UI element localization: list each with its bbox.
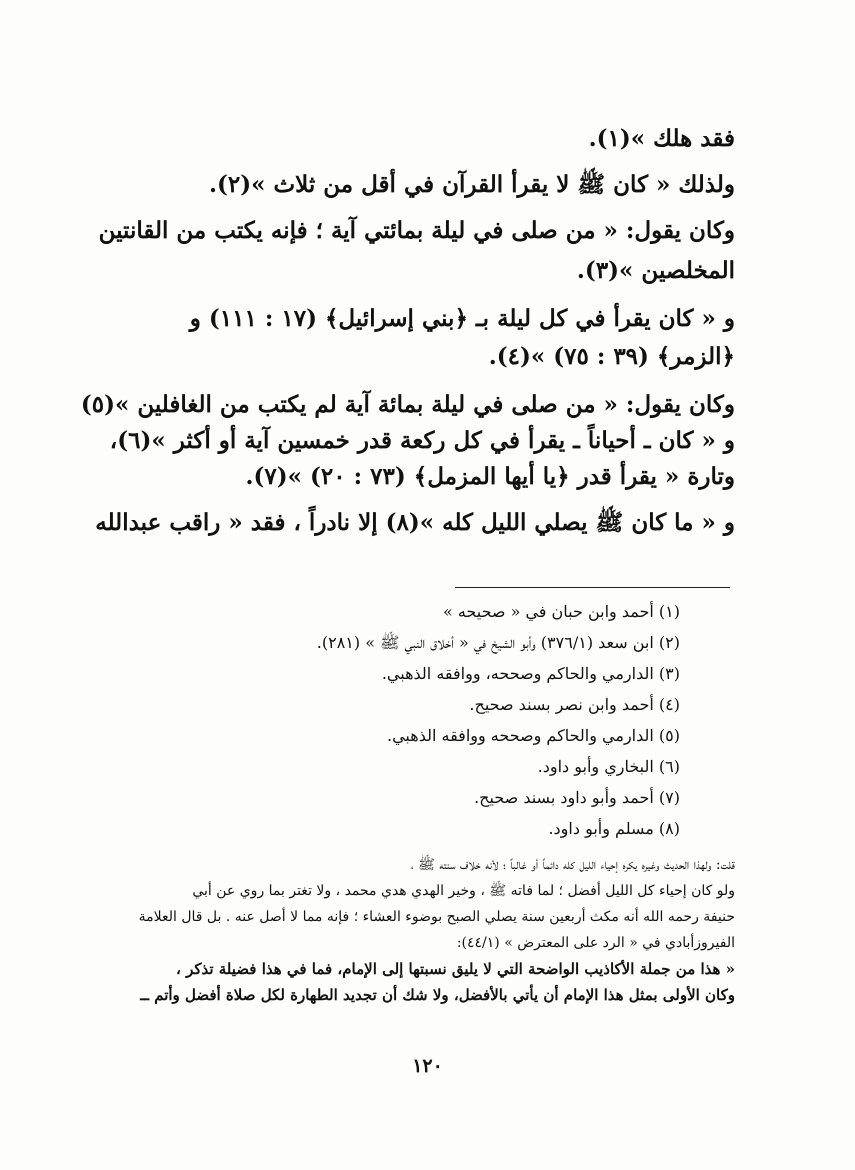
comment-line: ولو كان إحياء كل الليل أفضل ؛ لما فاته ﷺ ، وخير الهدي هدي محمد ، ولا تغتر بما روي عن أبي bbox=[192, 883, 735, 899]
comment-line: « هذا من جملة الأكاذيب الواضحة التي لا يليق نسبتها إلى الإمام، فما في هذا فضيلة تذكر ، bbox=[176, 960, 735, 978]
text-line: ولذلك « كان ﷺ لا يقرأ القرآن في أقل من ثلاث »(٢). bbox=[209, 171, 735, 198]
footnote: (٦) البخاري وأبو داود. bbox=[537, 757, 680, 776]
comment-line: وكان الأولى بمثل هذا الإمام أن يأتي بالأفضل، ولا شك أن تجديد الطهارة لكل صلاة أفضل وأتم ــ bbox=[140, 986, 735, 1004]
comment-line: قلت: ولهذا الحديث وغيره يكره إحياء الليل كله دائماً أو غالباً ؛ لأنه خلاف سنته ﷺ ، bbox=[410, 857, 735, 873]
text-line: فقد هلك »(١). bbox=[588, 125, 735, 152]
footnote: (٨) مسلم وأبو داود. bbox=[548, 819, 680, 838]
text-line: وكان يقول: « من صلى في ليلة بمائتي آية ؛ فإنه يكتب من القانتين bbox=[98, 217, 735, 244]
main-text bbox=[80, 124, 735, 538]
editor-comment bbox=[125, 852, 735, 1008]
footnote-divider bbox=[455, 587, 730, 588]
text-line: و « ما كان ﷺ يصلي الليل كله »(٨) إلا نادراً ، فقد « راقب عبدالله bbox=[95, 509, 735, 536]
text-line: و « كان ـ أحياناً ـ يقرأ في كل ركعة قدر خمسين آية أو أكثر »(٦)، bbox=[109, 427, 735, 454]
text-line: ﴿الزمر﴾ (٣٩ : ٧٥) »(٤). bbox=[488, 343, 735, 370]
footnote: (٥) الدارمي والحاكم وصححه ووافقه الذهبي. bbox=[387, 726, 680, 745]
comment-line: الفيروزأبادي في « الرد على المعترض » (٤٤/١): bbox=[456, 935, 735, 951]
text-line: وتارة « يقرأ قدر ﴿يا أيها المزمل﴾ (٧٣ : ٢٠) »(٧). bbox=[245, 463, 735, 490]
text-line: و « كان يقرأ في كل ليلة بـ ﴿بني إسرائيل﴾ (١٧ : ١١١) و bbox=[189, 305, 735, 332]
footnote: (٤) أحمد وابن نصر بسند صحيح. bbox=[469, 695, 680, 714]
footnotes bbox=[160, 596, 680, 844]
footnote: (١) أحمد وابن حبان في « صحيحه » bbox=[442, 602, 680, 621]
text-line: المخلصين »(٣). bbox=[576, 257, 735, 284]
page-number: ١٢٠ bbox=[412, 1055, 443, 1077]
text-line: وكان يقول: « من صلى في ليلة بمائة آية لم يكتب من الغافلين »(٥) bbox=[80, 391, 735, 418]
footnote: (٢) ابن سعد (٣٧٦/١) وأبو الشيخ في « أخلاق النبي ﷺ » (٢٨١). bbox=[316, 633, 680, 652]
comment-line: حنيفة رحمه الله أنه مكث أربعين سنة يصلي الصبح بوضوء العشاء ؛ فإنه مما لا أصل عنه . بل قال العلامة bbox=[138, 909, 735, 925]
footnote: (٧) أحمد وأبو داود بسند صحيح. bbox=[474, 788, 680, 807]
footnote: (٣) الدارمي والحاكم وصححه، ووافقه الذهبي. bbox=[381, 664, 680, 683]
